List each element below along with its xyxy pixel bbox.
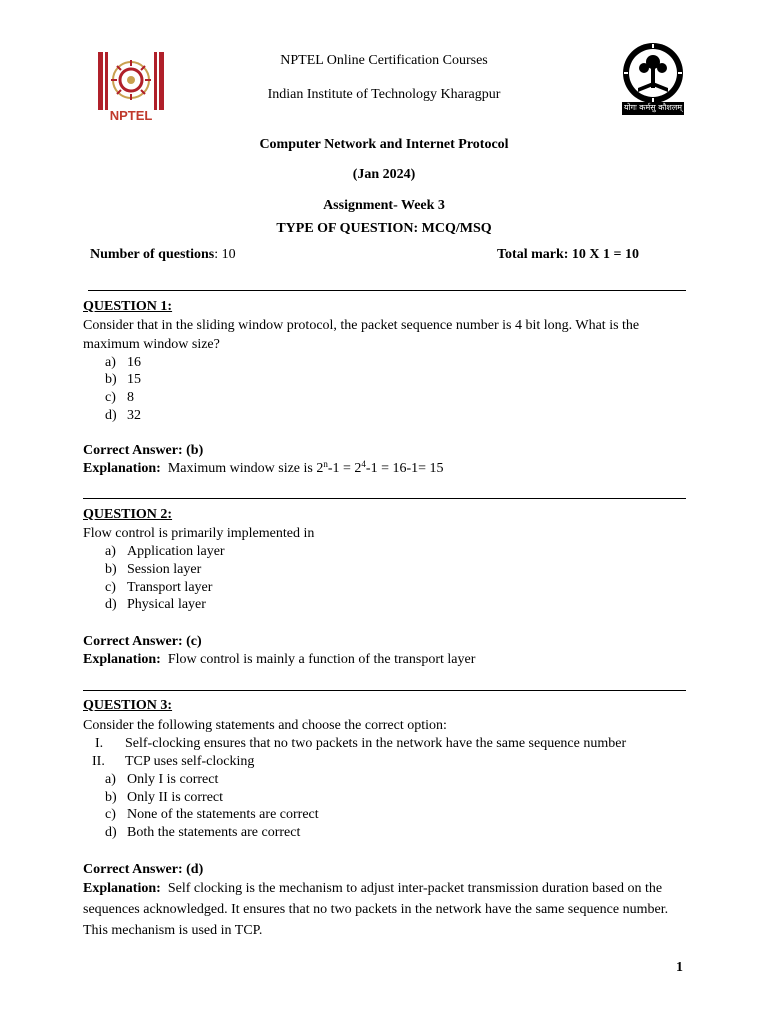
question-text: maximum window size? (83, 337, 220, 352)
statement: I. Self-clocking ensures that no two packets in the network have the same sequence number (95, 736, 627, 751)
assignment-title: Assignment- Week 3 (323, 198, 445, 213)
session: (Jan 2024) (352, 167, 416, 182)
question-heading: QUESTION 3: (83, 698, 173, 713)
option: c) Transport layer (105, 580, 213, 595)
option: b) Session layer (105, 562, 202, 577)
correct-answer: Correct Answer: (c) (83, 634, 202, 649)
header-org: NPTEL Online Certification Courses (280, 53, 488, 68)
explanation: Explanation: Flow control is mainly a function of the transport layer (83, 652, 476, 667)
header-institute: Indian Institute of Technology Kharagpur (267, 87, 501, 102)
option: c) 8 (105, 390, 134, 405)
option: d) Both the statements are correct (105, 825, 301, 840)
option: a) Only I is correct (105, 772, 219, 787)
course-title: Computer Network and Internet Protocol (259, 137, 509, 152)
nptel-logo-text: NPTEL (109, 108, 153, 123)
correct-answer: Correct Answer: (d) (83, 862, 204, 877)
option: d) 32 (105, 408, 141, 423)
option: a) 16 (105, 355, 141, 370)
question-heading: QUESTION 1: (83, 299, 173, 314)
question-heading: QUESTION 2: (83, 507, 173, 522)
num-questions-value: : 10 (214, 247, 236, 262)
iit-kgp-logo (620, 40, 686, 116)
option: a) Application layer (105, 544, 225, 559)
question-text: Flow control is primarily implemented in (83, 526, 315, 541)
statement: II. TCP uses self-clocking (92, 754, 255, 769)
iit-logo-motto: योगः कर्मसु कौशलम् (623, 103, 683, 112)
page-number: 1 (676, 960, 683, 975)
explanation: Explanation: Maximum window size is $2^n-1 = 2^4-1 = 16-1= 15$ (83, 459, 444, 476)
explanation-label: Explanation: (83, 461, 161, 476)
explanation: Explanation: Self clocking is the mechanism to adjust inter-packet transmission duration based on the sequences acknowledged. It ensures that no two packets in the network have the same sequence number. This mechanism is used in TCP. (83, 881, 669, 938)
question-type: TYPE OF QUESTION: MCQ/MSQ (276, 221, 492, 236)
option: b) Only II is correct (105, 790, 224, 805)
explanation-label: Explanation: (83, 652, 161, 667)
total-mark: Total mark: 10 X 1 = 10 (497, 247, 640, 262)
divider (88, 290, 686, 291)
option: b) 15 (105, 372, 141, 387)
question-text: Consider that in the sliding window protocol, the packet sequence number is 4 bit long. What is the (83, 318, 640, 333)
divider (83, 690, 686, 691)
explanation-label: Explanation: (83, 881, 161, 896)
question-text: Consider the following statements and choose the correct option: (83, 718, 447, 733)
correct-answer: Correct Answer: (b) (83, 443, 204, 458)
divider (83, 498, 686, 499)
num-questions (90, 247, 236, 263)
num-questions-label: Number of questions (90, 247, 215, 262)
option: d) Physical layer (105, 597, 206, 612)
option: c) None of the statements are correct (105, 807, 319, 822)
